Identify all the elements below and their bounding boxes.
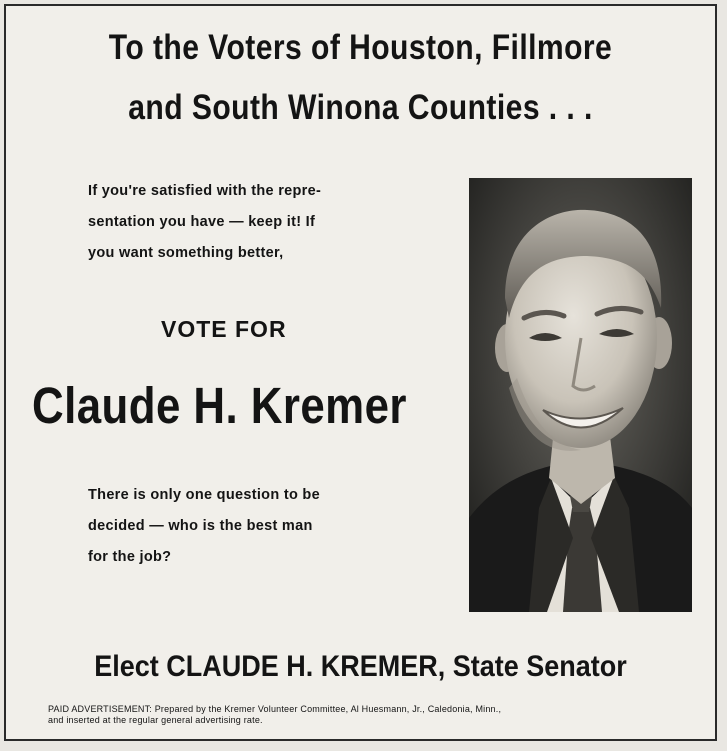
question-line-3: for the job? — [88, 549, 172, 565]
question-paragraph — [88, 480, 378, 573]
disclaimer-line-1: PAID ADVERTISEMENT: Prepared by the Kremer Volunteer Committee, Al Huesmann, Jr., Caledonia, Minn., — [48, 704, 502, 714]
headline-line-2: and South Winona Counties . . . — [128, 88, 593, 127]
elect-slogan: Elect CLAUDE H. KREMER, State Senator — [94, 650, 627, 683]
disclaimer-line-2: and inserted at the regular general advertising rate. — [48, 715, 263, 725]
candidate-name: Claude H. Kremer — [32, 377, 407, 434]
newspaper-advertisement — [4, 4, 717, 741]
intro-line-1: If you're satisfied with the repre- — [88, 183, 322, 199]
vote-for-label: VOTE FOR — [161, 316, 287, 342]
headline-line-1: To the Voters of Houston, Fillmore — [108, 28, 613, 67]
intro-paragraph — [88, 176, 378, 269]
paid-advertisement-disclaimer — [48, 704, 698, 726]
intro-line-3: you want something better, — [88, 245, 284, 261]
question-line-2: decided — who is the best man — [88, 518, 313, 534]
candidate-portrait-photo — [469, 178, 692, 612]
intro-line-2: sentation you have — keep it! If — [88, 214, 316, 230]
question-line-1: There is only one question to be — [88, 487, 320, 503]
